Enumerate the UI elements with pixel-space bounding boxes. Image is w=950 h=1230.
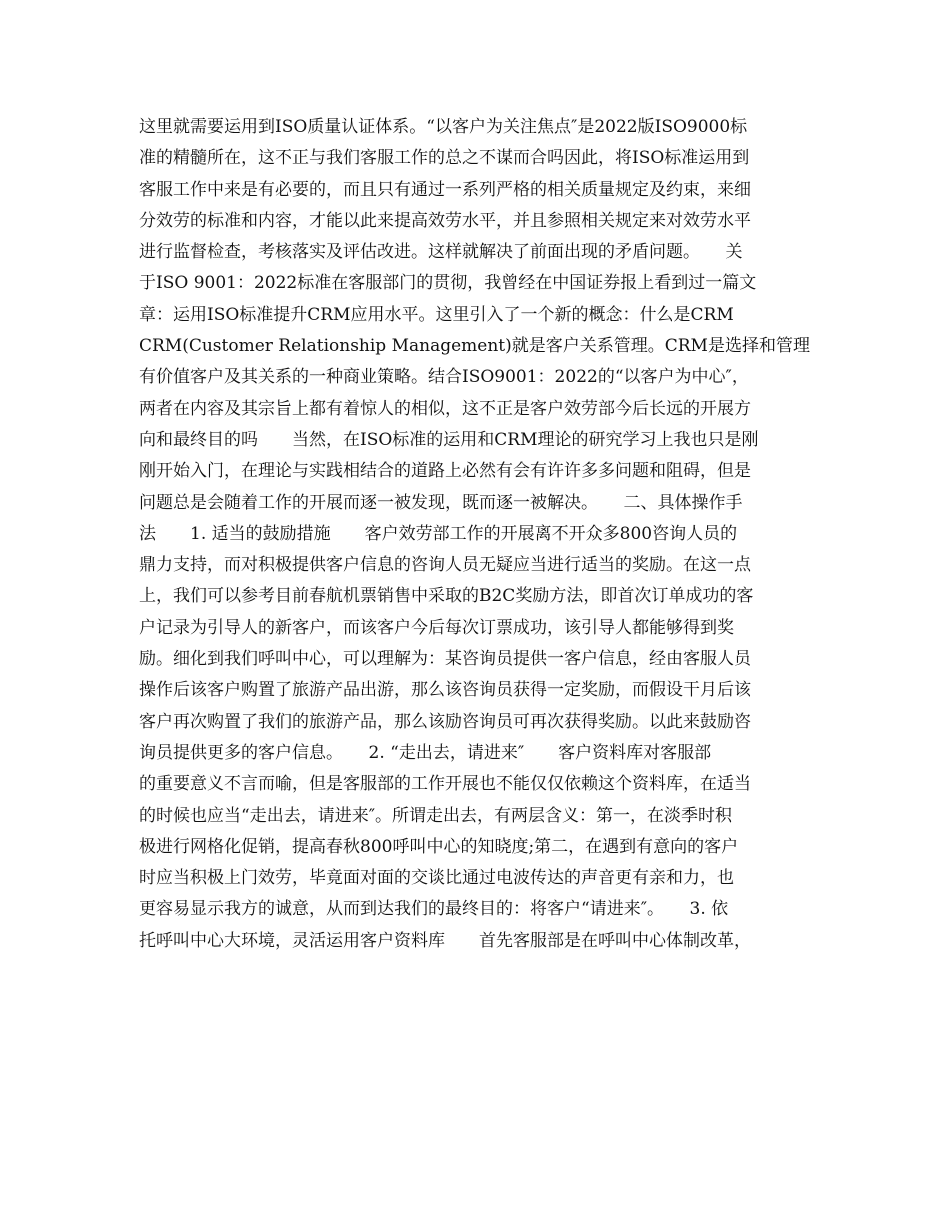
text-line-14: 法 1. 适当的鼓励措施 客户效劳部工作的开展离不开众多800咨询人员的: [139, 523, 738, 544]
text-line-27: 托呼叫中心大环境，灵活运用客户资料库 首先客服部是在呼叫中心体制改革，: [139, 930, 751, 951]
text-line-15: 鼎力支持，而对积极提供客户信息的咨询人员无疑应当进行适当的奖励。在这一点: [139, 555, 751, 576]
body-text: [139, 112, 819, 957]
text-line-20: 客户再次购置了我们的旅游产品，那么该励咨询员可再次获得奖励。以此来鼓励咨: [139, 711, 751, 732]
text-line-10: 两者在内容及其宗旨上都有着惊人的相似，这不正是客户效劳部今后长远的开展方: [139, 398, 751, 419]
text-line-23: 的时候也应当“走出去，请进来″。所谓走出去，有两层含义：第一，在淡季时积: [139, 805, 733, 826]
text-line-25: 时应当积极上门效劳，毕竟面对面的交谈比通过电波传达的声音更有亲和力，也: [139, 868, 734, 889]
text-line-7: 章：运用ISO标准提升CRM应用水平。这里引入了一个新的概念：什么是CRM: [139, 304, 734, 325]
text-line-16: 上，我们可以参考目前春航机票销售中采取的B2C奖励方法，即首次订单成功的客: [139, 586, 754, 607]
text-line-21: 询员提供更多的客户信息。 2. “走出去，请进来″ 客户资料库对客服部: [139, 742, 712, 763]
text-line-6: 于ISO 9001：2022标准在客服部门的贯彻，我曾经在中国证券报上看到过一篇文: [139, 273, 757, 294]
text-line-26: 更容易显示我方的诚意，从而到达我们的最终目的：将客户“请进来″。 3. 依: [139, 899, 729, 920]
text-line-18: 励。细化到我们呼叫中心，可以理解为：某咨询员提供一客户信息，经由客服人员: [139, 649, 751, 670]
text-line-1: 这里就需要运用到ISO质量认证体系。“以客户为关注焦点″是2022版ISO9000标: [139, 117, 748, 137]
text-line-11: 向和最终目的吗 当然，在ISO标准的运用和CRM理论的研究学习上我也只是刚: [139, 429, 759, 450]
text-line-2: 准的精髓所在，这不正与我们客服工作的总之不谋而合吗因此，将ISO标准运用到: [139, 148, 750, 169]
text-line-5: 进行监督检查，考核落实及评估改进。这样就解决了前面出现的矛盾问题。 关: [139, 242, 743, 263]
text-line-19: 操作后该客户购置了旅游产品出游，那么该咨询员获得一定奖励，而假设干月后该: [139, 680, 751, 701]
text-line-12: 刚开始入门，在理论与实践相结合的道路上必然有会有许许多多问题和阻碍，但是: [139, 461, 751, 482]
text-line-9: 有价值客户及其关系的一种商业策略。结合ISO9001：2022的“以客户为中心″，: [139, 367, 749, 388]
text-line-3: 客服工作中来是有必要的，而且只有通过一系列严格的相关质量规定及约束，来细: [139, 179, 751, 200]
text-line-4: 分效劳的标准和内容，才能以此来提高效劳水平，并且参照相关规定来对效劳水平: [139, 210, 751, 231]
text-line-17: 户记录为引导人的新客户，而该客户今后每次订票成功，该引导人都能够得到奖: [139, 617, 734, 638]
text-line-13: 问题总是会随着工作的开展而逐一被发现，既而逐一被解决。 二、具体操作手: [139, 492, 743, 513]
text-line-24: 极进行网格化促销，提高春秋800呼叫中心的知晓度;第二，在遇到有意向的客户: [139, 836, 739, 857]
text-line-22: 的重要意义不言而喻，但是客服部的工作开展也不能仅仅依赖这个资料库，在适当: [139, 774, 751, 795]
text-line-8: CRM(Customer Relationship Management)就是客户关系管理。CRM是选择和管理: [139, 336, 810, 357]
